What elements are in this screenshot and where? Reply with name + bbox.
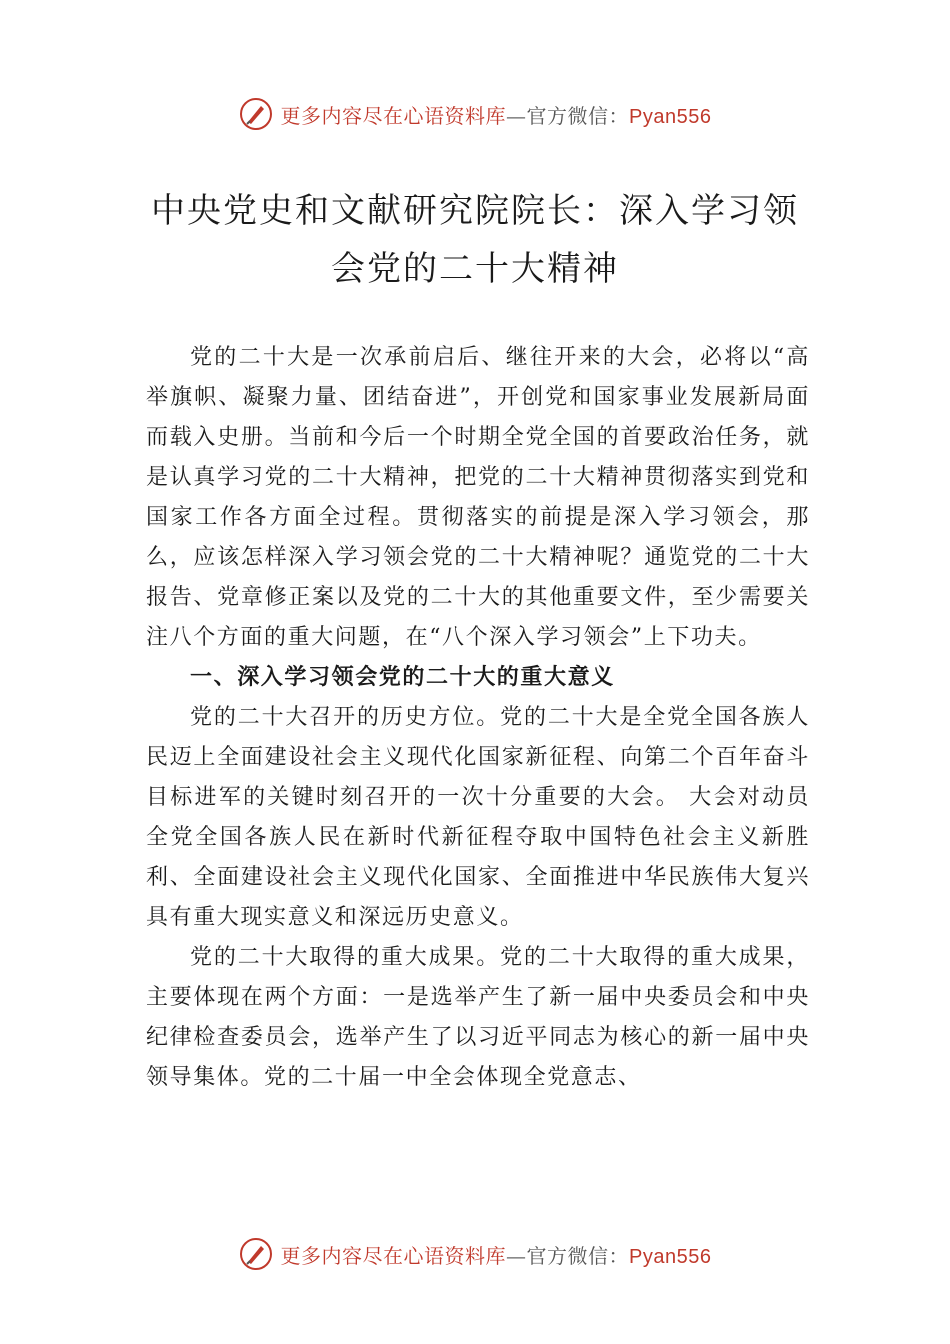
- document-body: [146, 338, 810, 1098]
- body-paragraph-3: 党的二十大取得的重大成果。党的二十大取得的重大成果，主要体现在两个方面：一是选举产生了新一届中央委员会和中央纪律检查委员会，选举产生了以习近平同志为核心的新一届中央领导集体。党的二十届一中全会体现全党意志、: [146, 945, 810, 1090]
- watermark-wechat-id: Pyan556: [629, 1245, 712, 1268]
- watermark-footer: [0, 1236, 950, 1272]
- watermark-dash: —: [506, 1243, 527, 1268]
- watermark-label: 官方微信：: [526, 1243, 630, 1268]
- watermark-header: [0, 96, 950, 132]
- watermark-text: [281, 1240, 712, 1269]
- watermark-prefix: 更多内容尽在心语资料库: [280, 1243, 507, 1268]
- watermark-prefix: 更多内容尽在心语资料库: [280, 103, 507, 128]
- section-heading-1: 一、深入学习领会党的二十大的重大意义: [190, 665, 615, 690]
- document-title: [120, 182, 830, 298]
- body-paragraph-2: 党的二十大召开的历史方位。党的二十大是全党全国各族人民迈上全面建设社会主义现代化国家新征程、向第二个百年奋斗目标进军的关键时刻召开的一次十分重要的大会。 大会对动员全党全国各族人民在新时代新征程夺取中国特色社会主义新胜利、全面建设社会主义现代化国家、全面推进中华民族伟大复兴具有重大现实意义和深远历史意义。: [146, 705, 810, 930]
- watermark-wechat-id: Pyan556: [629, 105, 712, 128]
- watermark-text: [281, 100, 712, 129]
- watermark-dash: —: [506, 103, 527, 128]
- quill-logo-icon: [239, 1237, 273, 1271]
- quill-logo-icon: [239, 97, 273, 131]
- watermark-label: 官方微信：: [526, 103, 630, 128]
- title-line-1: 中央党史和文献研究院院长：深入学习领: [151, 191, 799, 231]
- body-paragraph-1: 党的二十大是一次承前启后、继往开来的大会，必将以“高举旗帜、凝聚力量、团结奋进”，开创党和国家事业发展新局面而载入史册。当前和今后一个时期全党全国的首要政治任务，就是认真学习党的二十大精神，把党的二十大精神贯彻落实到党和国家工作各方面全过程。贯彻落实的前提是深入学习领会，那么，应该怎样深入学习领会党的二十大精神呢？通览党的二十大报告、党章修正案以及党的二十大的其他重要文件，至少需要关注八个方面的重大问题，在“八个深入学习领会”上下功夫。: [146, 345, 810, 650]
- title-line-2: 会党的二十大精神: [331, 249, 619, 289]
